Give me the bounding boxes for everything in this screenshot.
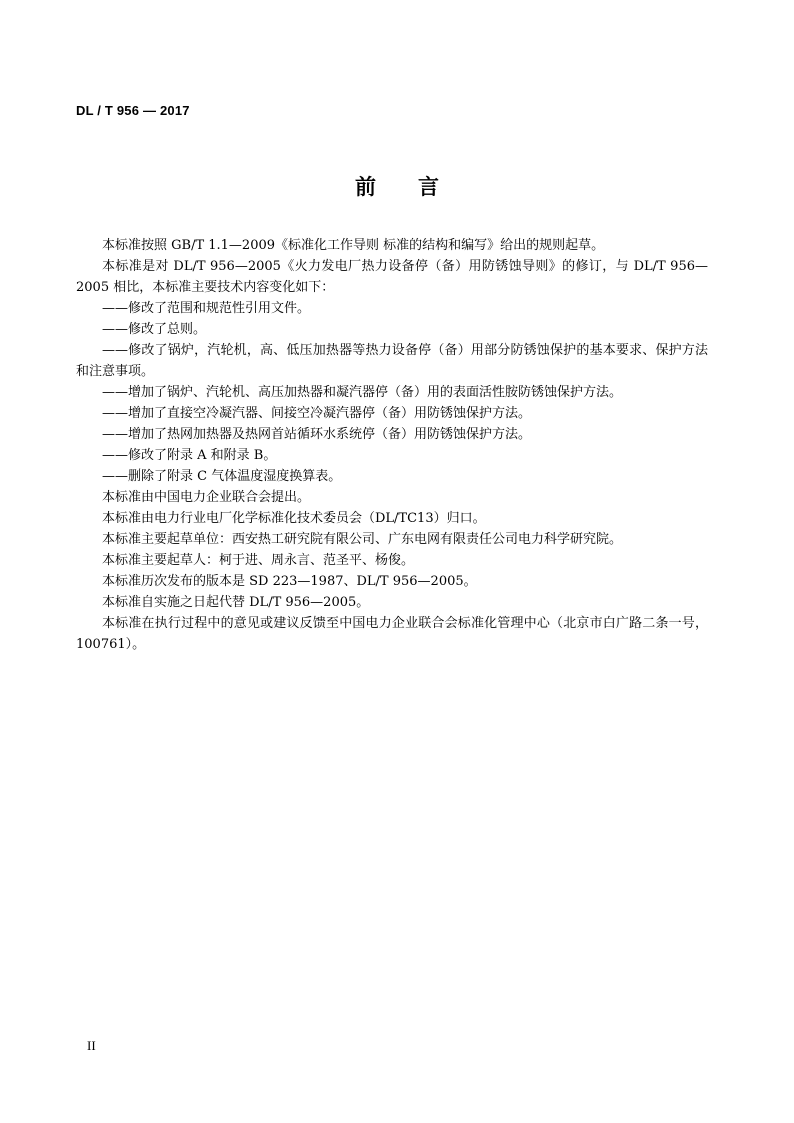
paragraph: 本标准在执行过程中的意见或建议反馈至中国电力企业联合会标准化管理中心（北京市白广路二条一号，100761）。 — [76, 616, 708, 652]
list-item: ——修改了锅炉，汽轮机，高、低压加热器等热力设备停（备）用部分防锈蚀保护的基本要求、保护方法和注意事项。 — [76, 343, 708, 379]
paragraph: 本标准由电力行业电厂化学标准化技术委员会（DL/TC13）归口。 — [102, 511, 486, 526]
paragraph: 本标准由中国电力企业联合会提出。 — [102, 490, 311, 505]
paragraph: 本标准主要起草单位：西安热工研究院有限公司、广东电网有限责任公司电力科学研究院。 — [102, 532, 623, 547]
paragraph: 本标准按照 GB/T 1.1—2009《标准化工作导则 标准的结构和编写》给出的规则起草。 — [102, 238, 605, 253]
list-item: ——增加了热网加热器及热网首站循环水系统停（备）用防锈蚀保护方法。 — [102, 427, 532, 442]
paragraph: 本标准历次发布的版本是 SD 223—1987、DL/T 956—2005。 — [102, 574, 477, 589]
list-item: ——修改了附录 A 和附录 B。 — [102, 448, 277, 463]
list-item: ——增加了锅炉、汽轮机、高压加热器和凝汽器停（备）用的表面活性胺防锈蚀保护方法。 — [102, 385, 623, 400]
standard-code-header: DL / T 956 — 2017 — [76, 103, 190, 118]
list-item: ——修改了总则。 — [102, 322, 207, 337]
list-item: ——增加了直接空冷凝汽器、间接空冷凝汽器停（备）用防锈蚀保护方法。 — [102, 406, 532, 421]
list-item: ——删除了附录 C 气体温度湿度换算表。 — [102, 469, 342, 484]
list-item: ——修改了范围和规范性引用文件。 — [102, 301, 311, 316]
paragraph: 本标准自实施之日起代替 DL/T 956—2005。 — [102, 595, 370, 610]
paragraph: 本标准主要起草人：柯于进、周永言、范圣平、杨俊。 — [102, 553, 415, 568]
foreword-body — [76, 235, 708, 655]
paragraph: 本标准是对 DL/T 956—2005《火力发电厂热力设备停（备）用防锈蚀导则》的修订，与 DL/T 956—2005 相比，本标准主要技术内容变化如下： — [76, 259, 708, 295]
page-number: II — [87, 1038, 96, 1053]
page-title: 前 言 — [355, 175, 439, 199]
